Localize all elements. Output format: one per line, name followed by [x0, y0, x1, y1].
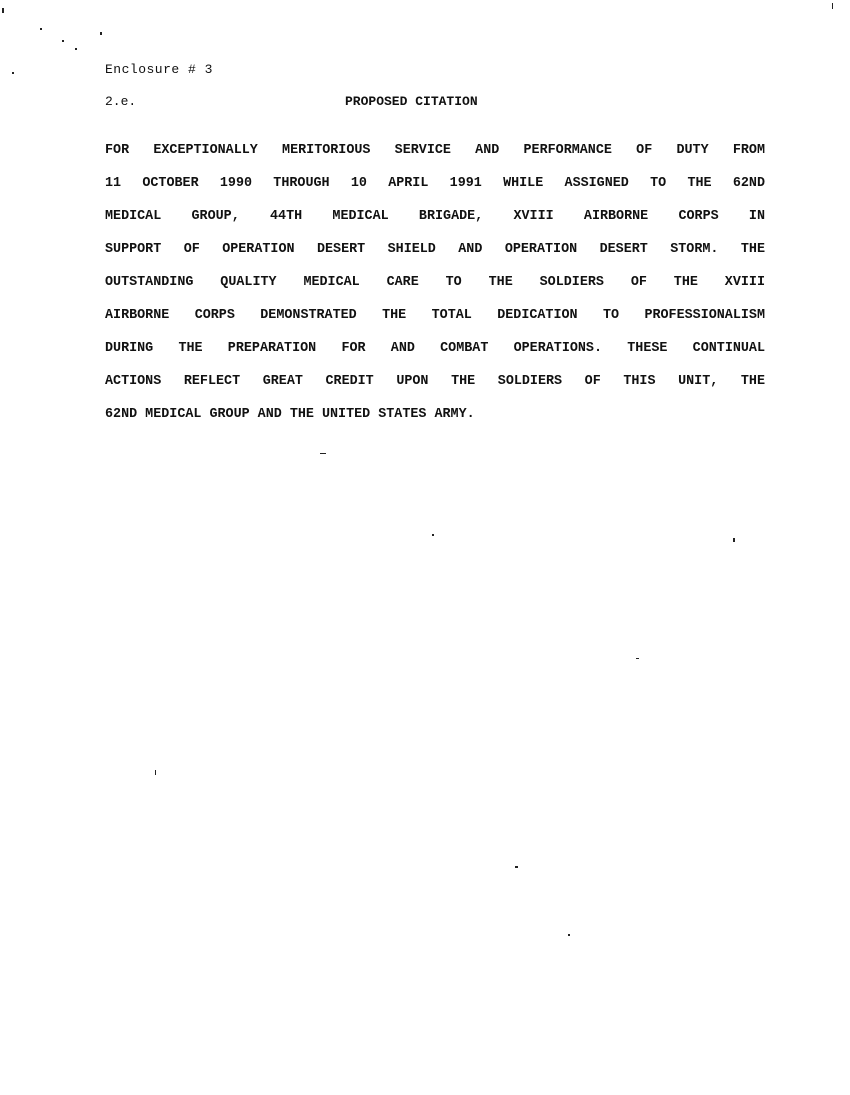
- scan-speck: [568, 934, 570, 936]
- citation-line: AIRBORNE CORPS DEMONSTRATED THE TOTAL DEDICATION TO PROFESSIONALISM: [105, 308, 765, 323]
- section-reference: 2.e.: [105, 94, 137, 109]
- scan-speck: [2, 8, 4, 13]
- scan-speck: [100, 32, 102, 35]
- enclosure-label: Enclosure # 3: [105, 62, 213, 77]
- citation-line: OUTSTANDING QUALITY MEDICAL CARE TO THE SOLDIERS OF THE XVIII: [105, 275, 765, 290]
- scan-speck: [432, 534, 434, 536]
- citation-body: [105, 142, 765, 439]
- scan-speck: [12, 72, 14, 74]
- citation-line: DURING THE PREPARATION FOR AND COMBAT OPERATIONS. THESE CONTINUAL: [105, 341, 765, 356]
- citation-line: 62ND MEDICAL GROUP AND THE UNITED STATES ARMY.: [105, 407, 475, 422]
- scan-speck: [62, 40, 64, 42]
- citation-line: MEDICAL GROUP, 44TH MEDICAL BRIGADE, XVIII AIRBORNE CORPS IN: [105, 209, 765, 224]
- scan-speck: [320, 453, 326, 454]
- scan-speck: [733, 538, 735, 542]
- scan-speck: [832, 3, 833, 9]
- scan-speck: [515, 866, 518, 868]
- page-title: PROPOSED CITATION: [345, 94, 478, 109]
- scan-speck: [75, 48, 77, 50]
- citation-line: ACTIONS REFLECT GREAT CREDIT UPON THE SOLDIERS OF THIS UNIT, THE: [105, 374, 765, 389]
- scan-speck: [40, 28, 42, 30]
- scan-speck: [155, 770, 156, 775]
- citation-line: 11 OCTOBER 1990 THROUGH 10 APRIL 1991 WHILE ASSIGNED TO THE 62ND: [105, 176, 765, 191]
- citation-line: FOR EXCEPTIONALLY MERITORIOUS SERVICE AND PERFORMANCE OF DUTY FROM: [105, 143, 765, 158]
- scan-speck: [636, 658, 639, 659]
- citation-line: SUPPORT OF OPERATION DESERT SHIELD AND OPERATION DESERT STORM. THE: [105, 242, 765, 257]
